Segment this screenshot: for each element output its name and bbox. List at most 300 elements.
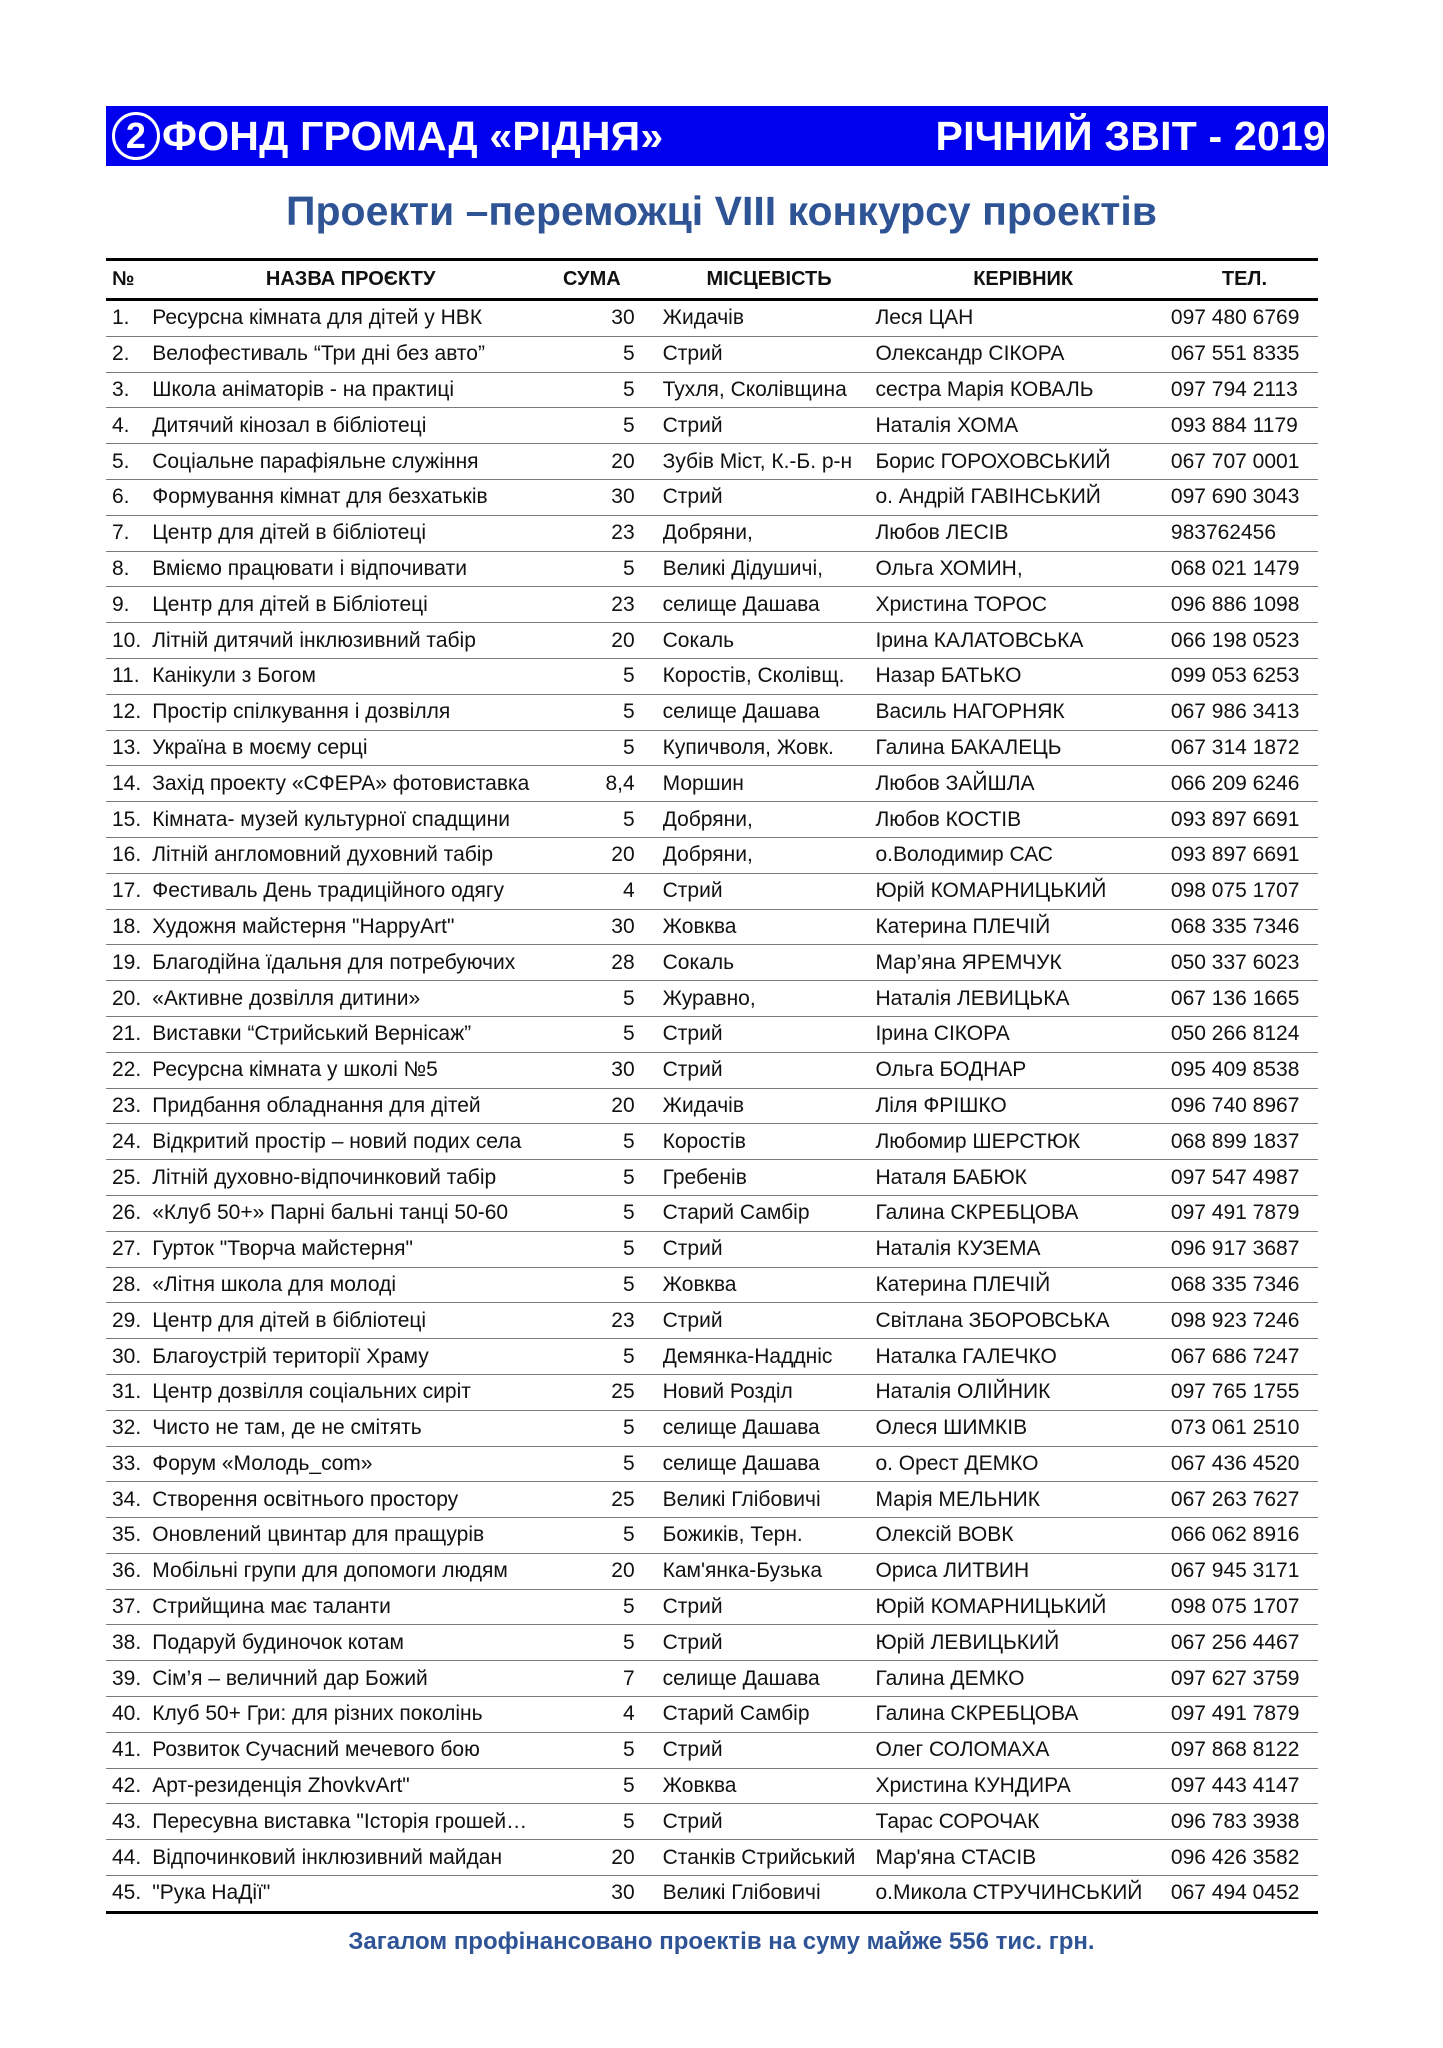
table-row — [106, 1339, 1318, 1375]
row-number: 26. — [106, 1195, 152, 1231]
project-location: Стрий — [663, 1231, 876, 1267]
header-project-name: НАЗВА ПРОЄКТУ — [152, 260, 549, 300]
row-number: 3. — [106, 372, 152, 408]
project-location: Великі Глібовичі — [663, 1876, 876, 1913]
project-location: Стрий — [663, 873, 876, 909]
project-phone: 097 480 6769 — [1171, 300, 1318, 337]
project-name: Школа аніматорів - на практиці — [152, 372, 549, 408]
project-sum: 5 — [549, 1195, 663, 1231]
project-location: Стрий — [663, 408, 876, 444]
table-row — [106, 408, 1318, 444]
project-name: Україна в моєму серці — [152, 730, 549, 766]
project-phone: 097 491 7879 — [1171, 1195, 1318, 1231]
table-header-row — [106, 260, 1318, 300]
project-location: Моршин — [663, 766, 876, 802]
table-row — [106, 1697, 1318, 1733]
project-sum: 25 — [549, 1482, 663, 1518]
project-sum: 20 — [549, 1553, 663, 1589]
project-sum: 23 — [549, 515, 663, 551]
row-number: 25. — [106, 1160, 152, 1196]
project-leader: Василь НАГОРНЯК — [875, 694, 1170, 730]
project-sum: 5 — [549, 1231, 663, 1267]
row-number: 17. — [106, 873, 152, 909]
table-row — [106, 694, 1318, 730]
project-location: Станків Стрийський — [663, 1840, 876, 1876]
project-location: Стрий — [663, 1732, 876, 1768]
project-name: «Літня школа для молоді — [152, 1267, 549, 1303]
table-row — [106, 837, 1318, 873]
project-leader: Ліля ФРІШКО — [875, 1088, 1170, 1124]
project-phone: 097 443 4147 — [1171, 1768, 1318, 1804]
row-number: 45. — [106, 1876, 152, 1913]
project-phone: 093 897 6691 — [1171, 837, 1318, 873]
project-phone: 050 337 6023 — [1171, 945, 1318, 981]
table-row — [106, 336, 1318, 372]
table-row — [106, 479, 1318, 515]
project-phone: 096 426 3582 — [1171, 1840, 1318, 1876]
table-row — [106, 981, 1318, 1017]
table-row — [106, 1589, 1318, 1625]
project-location: Стрий — [663, 1625, 876, 1661]
project-sum: 4 — [549, 1697, 663, 1733]
table-row — [106, 1016, 1318, 1052]
project-name: Літній англомовний духовний табір — [152, 837, 549, 873]
project-sum: 5 — [549, 730, 663, 766]
project-name: Ресурсна кімната для дітей у НВК — [152, 300, 549, 337]
report-title: РІЧНИЙ ЗВІТ - 2019 — [935, 112, 1326, 159]
table-row — [106, 1446, 1318, 1482]
project-sum: 5 — [549, 1160, 663, 1196]
project-leader: Ориса ЛИТВИН — [875, 1553, 1170, 1589]
table-row — [106, 1195, 1318, 1231]
project-phone: 097 491 7879 — [1171, 1697, 1318, 1733]
project-name: Чисто не там, де не смітять — [152, 1410, 549, 1446]
project-location: Добряни, — [663, 515, 876, 551]
project-name: Гурток "Творча майстерня" — [152, 1231, 549, 1267]
row-number: 1. — [106, 300, 152, 337]
project-location: Журавно, — [663, 981, 876, 1017]
row-number: 35. — [106, 1518, 152, 1554]
project-name: Благодійна їдальня для потребуючих — [152, 945, 549, 981]
project-location: Гребенів — [663, 1160, 876, 1196]
project-leader: Світлана ЗБОРОВСЬКА — [875, 1303, 1170, 1339]
project-sum: 5 — [549, 1016, 663, 1052]
project-location: селище Дашава — [663, 1661, 876, 1697]
project-name: Створення освітнього простору — [152, 1482, 549, 1518]
project-name: Велофестиваль “Три дні без авто” — [152, 336, 549, 372]
project-location: селище Дашава — [663, 1446, 876, 1482]
project-name: Захід проекту «СФЕРА» фотовиставка — [152, 766, 549, 802]
project-sum: 7 — [549, 1661, 663, 1697]
report-banner — [106, 106, 1328, 166]
project-phone: 099 053 6253 — [1171, 658, 1318, 694]
project-leader: о.Микола СТРУЧИНСЬКИЙ — [875, 1876, 1170, 1913]
table-row — [106, 1625, 1318, 1661]
table-row — [106, 1160, 1318, 1196]
table-row — [106, 909, 1318, 945]
project-phone: 068 899 1837 — [1171, 1124, 1318, 1160]
row-number: 41. — [106, 1732, 152, 1768]
row-number: 29. — [106, 1303, 152, 1339]
row-number: 10. — [106, 623, 152, 659]
project-name: «Активне дозвілля дитини» — [152, 981, 549, 1017]
row-number: 30. — [106, 1339, 152, 1375]
project-phone: 093 884 1179 — [1171, 408, 1318, 444]
project-leader: Ірина СІКОРА — [875, 1016, 1170, 1052]
project-name: Оновлений цвинтар для пращурів — [152, 1518, 549, 1554]
project-sum: 30 — [549, 1052, 663, 1088]
table-row — [106, 766, 1318, 802]
project-phone: 067 263 7627 — [1171, 1482, 1318, 1518]
row-number: 8. — [106, 551, 152, 587]
project-sum: 20 — [549, 1840, 663, 1876]
header-number: № — [106, 260, 152, 300]
project-phone: 067 314 1872 — [1171, 730, 1318, 766]
project-name: Пересувна виставка "Історія грошей… — [152, 1804, 549, 1840]
project-sum: 20 — [549, 1088, 663, 1124]
table-row — [106, 1088, 1318, 1124]
project-location: Стрий — [663, 336, 876, 372]
table-row — [106, 1553, 1318, 1589]
project-leader: Наталя БАБЮК — [875, 1160, 1170, 1196]
project-leader: Наталія ОЛІЙНИК — [875, 1374, 1170, 1410]
project-name: Канікули з Богом — [152, 658, 549, 694]
project-location: селище Дашава — [663, 694, 876, 730]
table-row — [106, 945, 1318, 981]
project-phone: 983762456 — [1171, 515, 1318, 551]
project-sum: 20 — [549, 623, 663, 659]
project-sum: 25 — [549, 1374, 663, 1410]
project-leader: Олексій ВОВК — [875, 1518, 1170, 1554]
project-name: Придбання обладнання для дітей — [152, 1088, 549, 1124]
row-number: 43. — [106, 1804, 152, 1840]
project-name: Вміємо працювати і відпочивати — [152, 551, 549, 587]
row-number: 34. — [106, 1482, 152, 1518]
row-number: 14. — [106, 766, 152, 802]
project-leader: Ольга ХОМИН, — [875, 551, 1170, 587]
project-name: Благоустрій території Храму — [152, 1339, 549, 1375]
project-name: Подаруй будиночок котам — [152, 1625, 549, 1661]
table-row — [106, 730, 1318, 766]
project-leader: Галина БАКАЛЕЦЬ — [875, 730, 1170, 766]
project-phone: 050 266 8124 — [1171, 1016, 1318, 1052]
project-location: Добряни, — [663, 802, 876, 838]
project-sum: 5 — [549, 1625, 663, 1661]
row-number: 7. — [106, 515, 152, 551]
project-name: Літній духовно-відпочинковий табір — [152, 1160, 549, 1196]
row-number: 20. — [106, 981, 152, 1017]
project-sum: 28 — [549, 945, 663, 981]
project-sum: 23 — [549, 587, 663, 623]
project-location: Старий Самбір — [663, 1697, 876, 1733]
project-sum: 8,4 — [549, 766, 663, 802]
project-name: Центр для дітей в Бібліотеці — [152, 587, 549, 623]
project-leader: Юрій КОМАРНИЦЬКИЙ — [875, 1589, 1170, 1625]
row-number: 37. — [106, 1589, 152, 1625]
table-row — [106, 551, 1318, 587]
table-row — [106, 1732, 1318, 1768]
row-number: 16. — [106, 837, 152, 873]
project-phone: 067 707 0001 — [1171, 444, 1318, 480]
project-leader: Мар’яна ЯРЕМЧУК — [875, 945, 1170, 981]
project-name: "Рука НаДії" — [152, 1876, 549, 1913]
project-sum: 5 — [549, 658, 663, 694]
table-row — [106, 444, 1318, 480]
project-phone: 097 547 4987 — [1171, 1160, 1318, 1196]
project-name: Стрийщина має таланти — [152, 1589, 549, 1625]
project-leader: Олег СОЛОМАХА — [875, 1732, 1170, 1768]
project-leader: Катерина ПЛЕЧІЙ — [875, 909, 1170, 945]
row-number: 44. — [106, 1840, 152, 1876]
project-leader: Олександр СІКОРА — [875, 336, 1170, 372]
project-name: Сім’я – величний дар Божий — [152, 1661, 549, 1697]
project-leader: Христина ТОРОС — [875, 587, 1170, 623]
project-leader: Любомир ШЕРСТЮК — [875, 1124, 1170, 1160]
table-row — [106, 1768, 1318, 1804]
project-name: Відпочинковий інклюзивний майдан — [152, 1840, 549, 1876]
project-leader: Борис ГОРОХОВСЬКИЙ — [875, 444, 1170, 480]
table-row — [106, 1804, 1318, 1840]
row-number: 24. — [106, 1124, 152, 1160]
project-sum: 5 — [549, 694, 663, 730]
project-sum: 5 — [549, 1339, 663, 1375]
project-location: Новий Розділ — [663, 1374, 876, 1410]
row-number: 6. — [106, 479, 152, 515]
row-number: 5. — [106, 444, 152, 480]
project-location: селище Дашава — [663, 587, 876, 623]
project-leader: Назар БАТЬКО — [875, 658, 1170, 694]
project-sum: 5 — [549, 1589, 663, 1625]
project-sum: 5 — [549, 336, 663, 372]
project-location: Жидачів — [663, 1088, 876, 1124]
project-location: Стрий — [663, 1052, 876, 1088]
project-sum: 30 — [549, 909, 663, 945]
project-name: Простір спілкування і дозвілля — [152, 694, 549, 730]
project-leader: Наталія КУЗЕМА — [875, 1231, 1170, 1267]
project-leader: Мар'яна СТАСІВ — [875, 1840, 1170, 1876]
project-phone: 066 062 8916 — [1171, 1518, 1318, 1554]
project-sum: 4 — [549, 873, 663, 909]
project-location: Великі Глібовичі — [663, 1482, 876, 1518]
row-number: 42. — [106, 1768, 152, 1804]
project-sum: 30 — [549, 1876, 663, 1913]
project-location: Добряни, — [663, 837, 876, 873]
table-row — [106, 515, 1318, 551]
row-number: 21. — [106, 1016, 152, 1052]
row-number: 32. — [106, 1410, 152, 1446]
row-number: 28. — [106, 1267, 152, 1303]
table-row — [106, 873, 1318, 909]
project-phone: 067 136 1665 — [1171, 981, 1318, 1017]
project-name: Центр дозвілля соціальних сиріт — [152, 1374, 549, 1410]
project-phone: 067 436 4520 — [1171, 1446, 1318, 1482]
project-leader: Марія МЕЛЬНИК — [875, 1482, 1170, 1518]
project-phone: 068 021 1479 — [1171, 551, 1318, 587]
row-number: 33. — [106, 1446, 152, 1482]
project-sum: 5 — [549, 1446, 663, 1482]
project-phone: 096 783 3938 — [1171, 1804, 1318, 1840]
table-row — [106, 587, 1318, 623]
project-name: Соціальне парафіяльне служіння — [152, 444, 549, 480]
project-name: Кімната- музей культурної спадщини — [152, 802, 549, 838]
project-phone: 066 198 0523 — [1171, 623, 1318, 659]
project-location: Стрий — [663, 1303, 876, 1339]
table-row — [106, 623, 1318, 659]
project-phone: 097 627 3759 — [1171, 1661, 1318, 1697]
project-sum: 20 — [549, 444, 663, 480]
header-location: МІСЦЕВІСТЬ — [663, 260, 876, 300]
project-location: Божиків, Терн. — [663, 1518, 876, 1554]
project-phone: 067 494 0452 — [1171, 1876, 1318, 1913]
project-phone: 067 686 7247 — [1171, 1339, 1318, 1375]
project-leader: Юрій КОМАРНИЦЬКИЙ — [875, 873, 1170, 909]
project-leader: Любов ЛЕСІВ — [875, 515, 1170, 551]
project-sum: 5 — [549, 1804, 663, 1840]
project-sum: 5 — [549, 802, 663, 838]
row-number: 31. — [106, 1374, 152, 1410]
project-location: Зубів Міст, К.-Б. р-н — [663, 444, 876, 480]
project-leader: Олеся ШИМКІВ — [875, 1410, 1170, 1446]
project-location: селище Дашава — [663, 1410, 876, 1446]
project-sum: 30 — [549, 479, 663, 515]
row-number: 40. — [106, 1697, 152, 1733]
table-row — [106, 1231, 1318, 1267]
project-name: Відкритий простір – новий подих села — [152, 1124, 549, 1160]
project-name: Розвиток Сучасний мечевого бою — [152, 1732, 549, 1768]
project-phone: 097 690 3043 — [1171, 479, 1318, 515]
project-sum: 23 — [549, 1303, 663, 1339]
project-name: Клуб 50+ Гри: для різних поколінь — [152, 1697, 549, 1733]
table-row — [106, 1518, 1318, 1554]
project-location: Жовква — [663, 909, 876, 945]
project-location: Купичволя, Жовк. — [663, 730, 876, 766]
project-sum: 5 — [549, 372, 663, 408]
project-leader: о. Орест ДЕМКО — [875, 1446, 1170, 1482]
project-name: Дитячий кінозал в бібліотеці — [152, 408, 549, 444]
project-leader: Христина КУНДИРА — [875, 1768, 1170, 1804]
row-number: 9. — [106, 587, 152, 623]
page-title: Проекти –переможці VIII конкурсу проектів — [286, 188, 1157, 234]
project-name: Ресурсна кімната у школі №5 — [152, 1052, 549, 1088]
project-location: Коростів — [663, 1124, 876, 1160]
table-row — [106, 658, 1318, 694]
header-phone: ТЕЛ. — [1171, 260, 1318, 300]
project-sum: 5 — [549, 1410, 663, 1446]
project-name: Форум «Молодь_com» — [152, 1446, 549, 1482]
project-leader: Галина СКРЕБЦОВА — [875, 1697, 1170, 1733]
project-sum: 5 — [549, 981, 663, 1017]
row-number: 4. — [106, 408, 152, 444]
page-number-badge: 2 — [112, 112, 160, 160]
project-phone: 095 409 8538 — [1171, 1052, 1318, 1088]
project-phone: 097 794 2113 — [1171, 372, 1318, 408]
project-phone: 067 551 8335 — [1171, 336, 1318, 372]
row-number: 38. — [106, 1625, 152, 1661]
row-number: 22. — [106, 1052, 152, 1088]
project-sum: 5 — [549, 1518, 663, 1554]
project-leader: Ольга БОДНАР — [875, 1052, 1170, 1088]
project-phone: 093 897 6691 — [1171, 802, 1318, 838]
project-leader: Катерина ПЛЕЧІЙ — [875, 1267, 1170, 1303]
project-phone: 096 740 8967 — [1171, 1088, 1318, 1124]
project-sum: 30 — [549, 300, 663, 337]
table-row — [106, 300, 1318, 337]
project-location: Стрий — [663, 479, 876, 515]
project-phone: 068 335 7346 — [1171, 1267, 1318, 1303]
total-funding-note: Загалом профінансовано проектів на суму майже 556 тис. грн. — [348, 1928, 1095, 1955]
project-leader: Наталія ЛЕВИЦЬКА — [875, 981, 1170, 1017]
project-location: Коростів, Сколівщ. — [663, 658, 876, 694]
project-name: Фестиваль День традиційного одягу — [152, 873, 549, 909]
table-row — [106, 1410, 1318, 1446]
table-row — [106, 1124, 1318, 1160]
project-name: Художня майстерня "HappyArt" — [152, 909, 549, 945]
row-number: 12. — [106, 694, 152, 730]
project-location: Стрий — [663, 1589, 876, 1625]
project-phone: 067 986 3413 — [1171, 694, 1318, 730]
project-name: «Клуб 50+» Парні бальні танці 50-60 — [152, 1195, 549, 1231]
project-phone: 097 868 8122 — [1171, 1732, 1318, 1768]
project-name: Літній дитячий інклюзивний табір — [152, 623, 549, 659]
header-leader: КЕРІВНИК — [875, 260, 1170, 300]
project-phone: 098 075 1707 — [1171, 1589, 1318, 1625]
project-name: Центр для дітей в бібліотеці — [152, 1303, 549, 1339]
table-row — [106, 1374, 1318, 1410]
project-name: Мобільні групи для допомоги людям — [152, 1553, 549, 1589]
project-leader: Галина СКРЕБЦОВА — [875, 1195, 1170, 1231]
header-sum: СУМА — [549, 260, 663, 300]
project-location: Великі Дідушичі, — [663, 551, 876, 587]
project-sum: 5 — [549, 1732, 663, 1768]
project-name: Формування кімнат для безхатьків — [152, 479, 549, 515]
row-number: 2. — [106, 336, 152, 372]
row-number: 27. — [106, 1231, 152, 1267]
project-sum: 5 — [549, 551, 663, 587]
project-sum: 5 — [549, 408, 663, 444]
row-number: 19. — [106, 945, 152, 981]
project-phone: 098 075 1707 — [1171, 873, 1318, 909]
project-location: Тухля, Сколівщина — [663, 372, 876, 408]
project-leader: Наталія ХОМА — [875, 408, 1170, 444]
project-phone: 068 335 7346 — [1171, 909, 1318, 945]
project-location: Жидачів — [663, 300, 876, 337]
table-row — [106, 1303, 1318, 1339]
row-number: 18. — [106, 909, 152, 945]
project-sum: 5 — [549, 1267, 663, 1303]
row-number: 15. — [106, 802, 152, 838]
project-sum: 5 — [549, 1768, 663, 1804]
project-leader: о.Володимир САС — [875, 837, 1170, 873]
table-row — [106, 802, 1318, 838]
project-sum: 5 — [549, 1124, 663, 1160]
project-leader: Ірина КАЛАТОВСЬКА — [875, 623, 1170, 659]
project-phone: 066 209 6246 — [1171, 766, 1318, 802]
table-row — [106, 1267, 1318, 1303]
table-row — [106, 1052, 1318, 1088]
project-phone: 096 917 3687 — [1171, 1231, 1318, 1267]
project-leader: сестра Марія КОВАЛЬ — [875, 372, 1170, 408]
project-name: Арт-резиденція ZhovkvArt" — [152, 1768, 549, 1804]
projects-table — [106, 258, 1318, 1914]
project-phone: 098 923 7246 — [1171, 1303, 1318, 1339]
project-phone: 067 256 4467 — [1171, 1625, 1318, 1661]
project-location: Сокаль — [663, 623, 876, 659]
project-leader: Любов ЗАЙШЛА — [875, 766, 1170, 802]
table-body — [106, 300, 1318, 1913]
row-number: 39. — [106, 1661, 152, 1697]
table-row — [106, 372, 1318, 408]
project-phone: 096 886 1098 — [1171, 587, 1318, 623]
